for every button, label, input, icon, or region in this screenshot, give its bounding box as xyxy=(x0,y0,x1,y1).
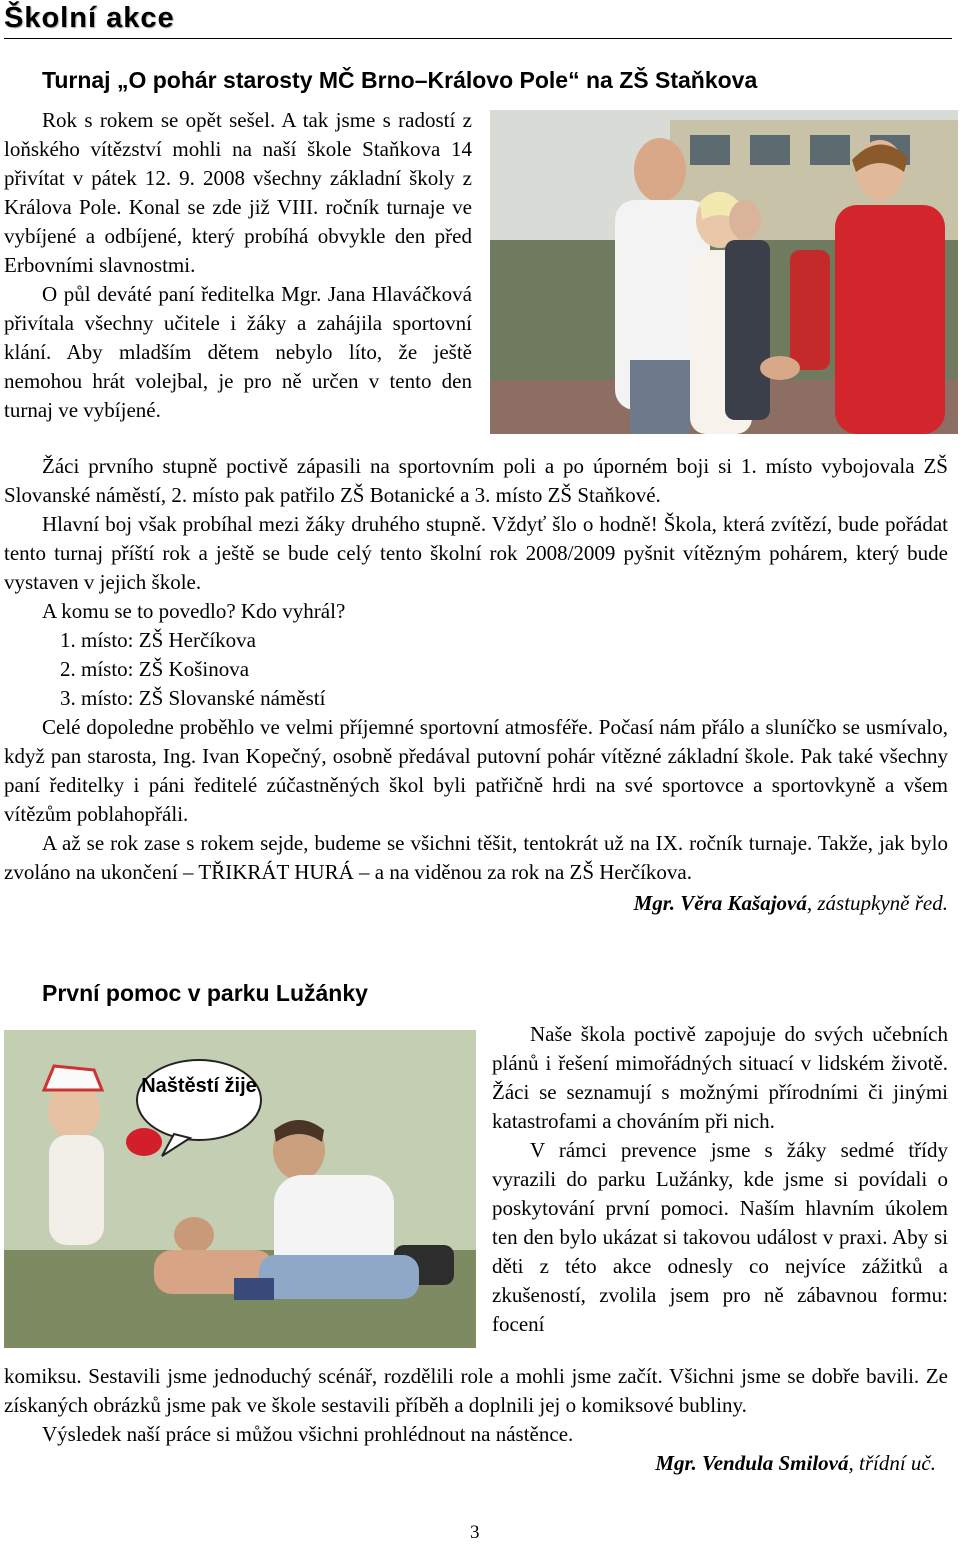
article2-signature-name: Mgr. Vendula Smilová xyxy=(655,1451,849,1475)
article2-signature-role: , třídní uč. xyxy=(848,1451,936,1475)
article2-signature xyxy=(4,1449,948,1478)
article1-signature xyxy=(4,889,948,918)
article1-paragraph-7: A až se rok zase s rokem sejde, budeme se všichni těšit, tentokrát už na IX. ročník turnaje. Takže, jak bylo zvoláno na ukončení – TŘIKRÁT HURÁ – a na viděnou za rok na ZŠ Herčíkova. xyxy=(4,831,948,884)
title-rule xyxy=(4,38,952,39)
result-item: 3. místo: ZŠ Slovanské náměstí xyxy=(60,686,326,710)
article1-paragraph-4: Hlavní boj však probíhal mezi žáky druhého stupně. Vždyť šlo o hodně! Škola, která zvítězí, bude pořádat tento turnaj příští rok a ještě se bude celý tento školní rok 2008/2009 pyšnit vítězným pohárem, který bude vystaven v jejich škole. xyxy=(4,512,948,594)
article1-paragraph-6: Celé dopoledne proběhlo ve velmi příjemné sportovní atmosféře. Počasí nám přálo a sluníčko se usmívalo, když pan starosta, Ing. Ivan Kopečný, osobně předával putovní pohár vítězné základní škole. Pak také všechny paní ředitelky i páni ředitelé zúčastněných škol byli patřičně hrdi na své sportovce a sportovkyně a všem vítězům poblahopřáli. xyxy=(4,715,948,826)
first-aid-photo xyxy=(4,1030,476,1348)
speech-bubble-text: Naštěstí žije xyxy=(141,1075,257,1097)
article1-paragraph-1: Rok s rokem se opět sešel. A tak jsme s radostí z loňského vítězství mohli na naší škole Staňkova 14 přivítat v pátek 12. 9. 2008 všechny základní školy z Králova Pole. Konal se zde již VIII. ročník turnaje ve vybíjené a odbíjené, který probíhá obvykle den před Erbovními slavnostmi. xyxy=(4,108,472,277)
article1-body xyxy=(4,452,948,918)
article2-title: První pomoc v parku Lužánky xyxy=(42,980,368,1006)
page-number: 3 xyxy=(470,1522,480,1543)
article1-wrap-text xyxy=(4,106,472,425)
article2-paragraph-2-continued: komiksu. Sestavili jsme jednoduchý scénář, rozdělili role a mohli jsme začít. Všichni jsme se dobře bavili. Ze získaných obrázků jsme pak ve škole sestavili příběh a doplnili jej o komiksové bubliny. xyxy=(4,1364,948,1417)
article1-signature-role: , zástupkyně řed. xyxy=(806,891,948,915)
result-item: 2. místo: ZŠ Košinova xyxy=(60,657,250,681)
first-aid-photo-illustration xyxy=(4,1030,476,1348)
result-item: 1. místo: ZŠ Herčíkova xyxy=(60,628,256,652)
article2-paragraph-2: V rámci prevence jsme s žáky sedmé třídy vyrazili do parku Lužánky, kde jsme si povídali o poskytování první pomoci. Naším hlavním úkolem ten den bylo ukázat si takovou událost v praxi. Aby si děti z této akce odnesly co nejvíce zážitků a zkušeností, zvolila jsem pro ně zábavnou formu: focení xyxy=(492,1138,948,1336)
article1-signature-name: Mgr. Věra Kašajová xyxy=(633,891,807,915)
article1-paragraph-3: Žáci prvního stupně poctivě zápasili na sportovním poli a po úporném boji si 1. místo vybojovala ZŠ Slovanské náměstí, 2. místo pak patřilo ZŠ Botanické a 3. místo ZŠ Staňkové. xyxy=(4,454,948,507)
article2-paragraph-1: Naše škola poctivě zapojuje do svých učebních plánů i řešení mimořádných situací v lidském životě. Žáci se seznamují s možnými přírodními či jinými katastrofami a chováním při nich. xyxy=(492,1022,948,1133)
article2-paragraph-3: Výsledek naší práce si můžou všichni prohlédnout na nástěnce. xyxy=(42,1422,574,1446)
article2-body xyxy=(4,1362,948,1478)
article1-paragraph-5: A komu se to povedlo? Kdo vyhrál? xyxy=(42,599,346,623)
tournament-photo-illustration xyxy=(490,110,958,434)
results-list xyxy=(4,626,948,713)
article2-wrap-text xyxy=(492,1020,948,1339)
tournament-photo xyxy=(490,110,958,434)
section-title: Školní akce xyxy=(4,2,175,34)
article1-paragraph-2: O půl deváté paní ředitelka Mgr. Jana Hlaváčková přivítala všechny učitele i žáky a zahájila sportovní klání. Aby mladším dětem nebylo líto, že ještě nemohou hrát volejbal, je pro ně určen v tento den turnaj ve vybíjené. xyxy=(4,282,472,422)
article1-title: Turnaj „O pohár starosty MČ Brno–Královo Pole“ na ZŠ Staňkova xyxy=(42,67,758,93)
